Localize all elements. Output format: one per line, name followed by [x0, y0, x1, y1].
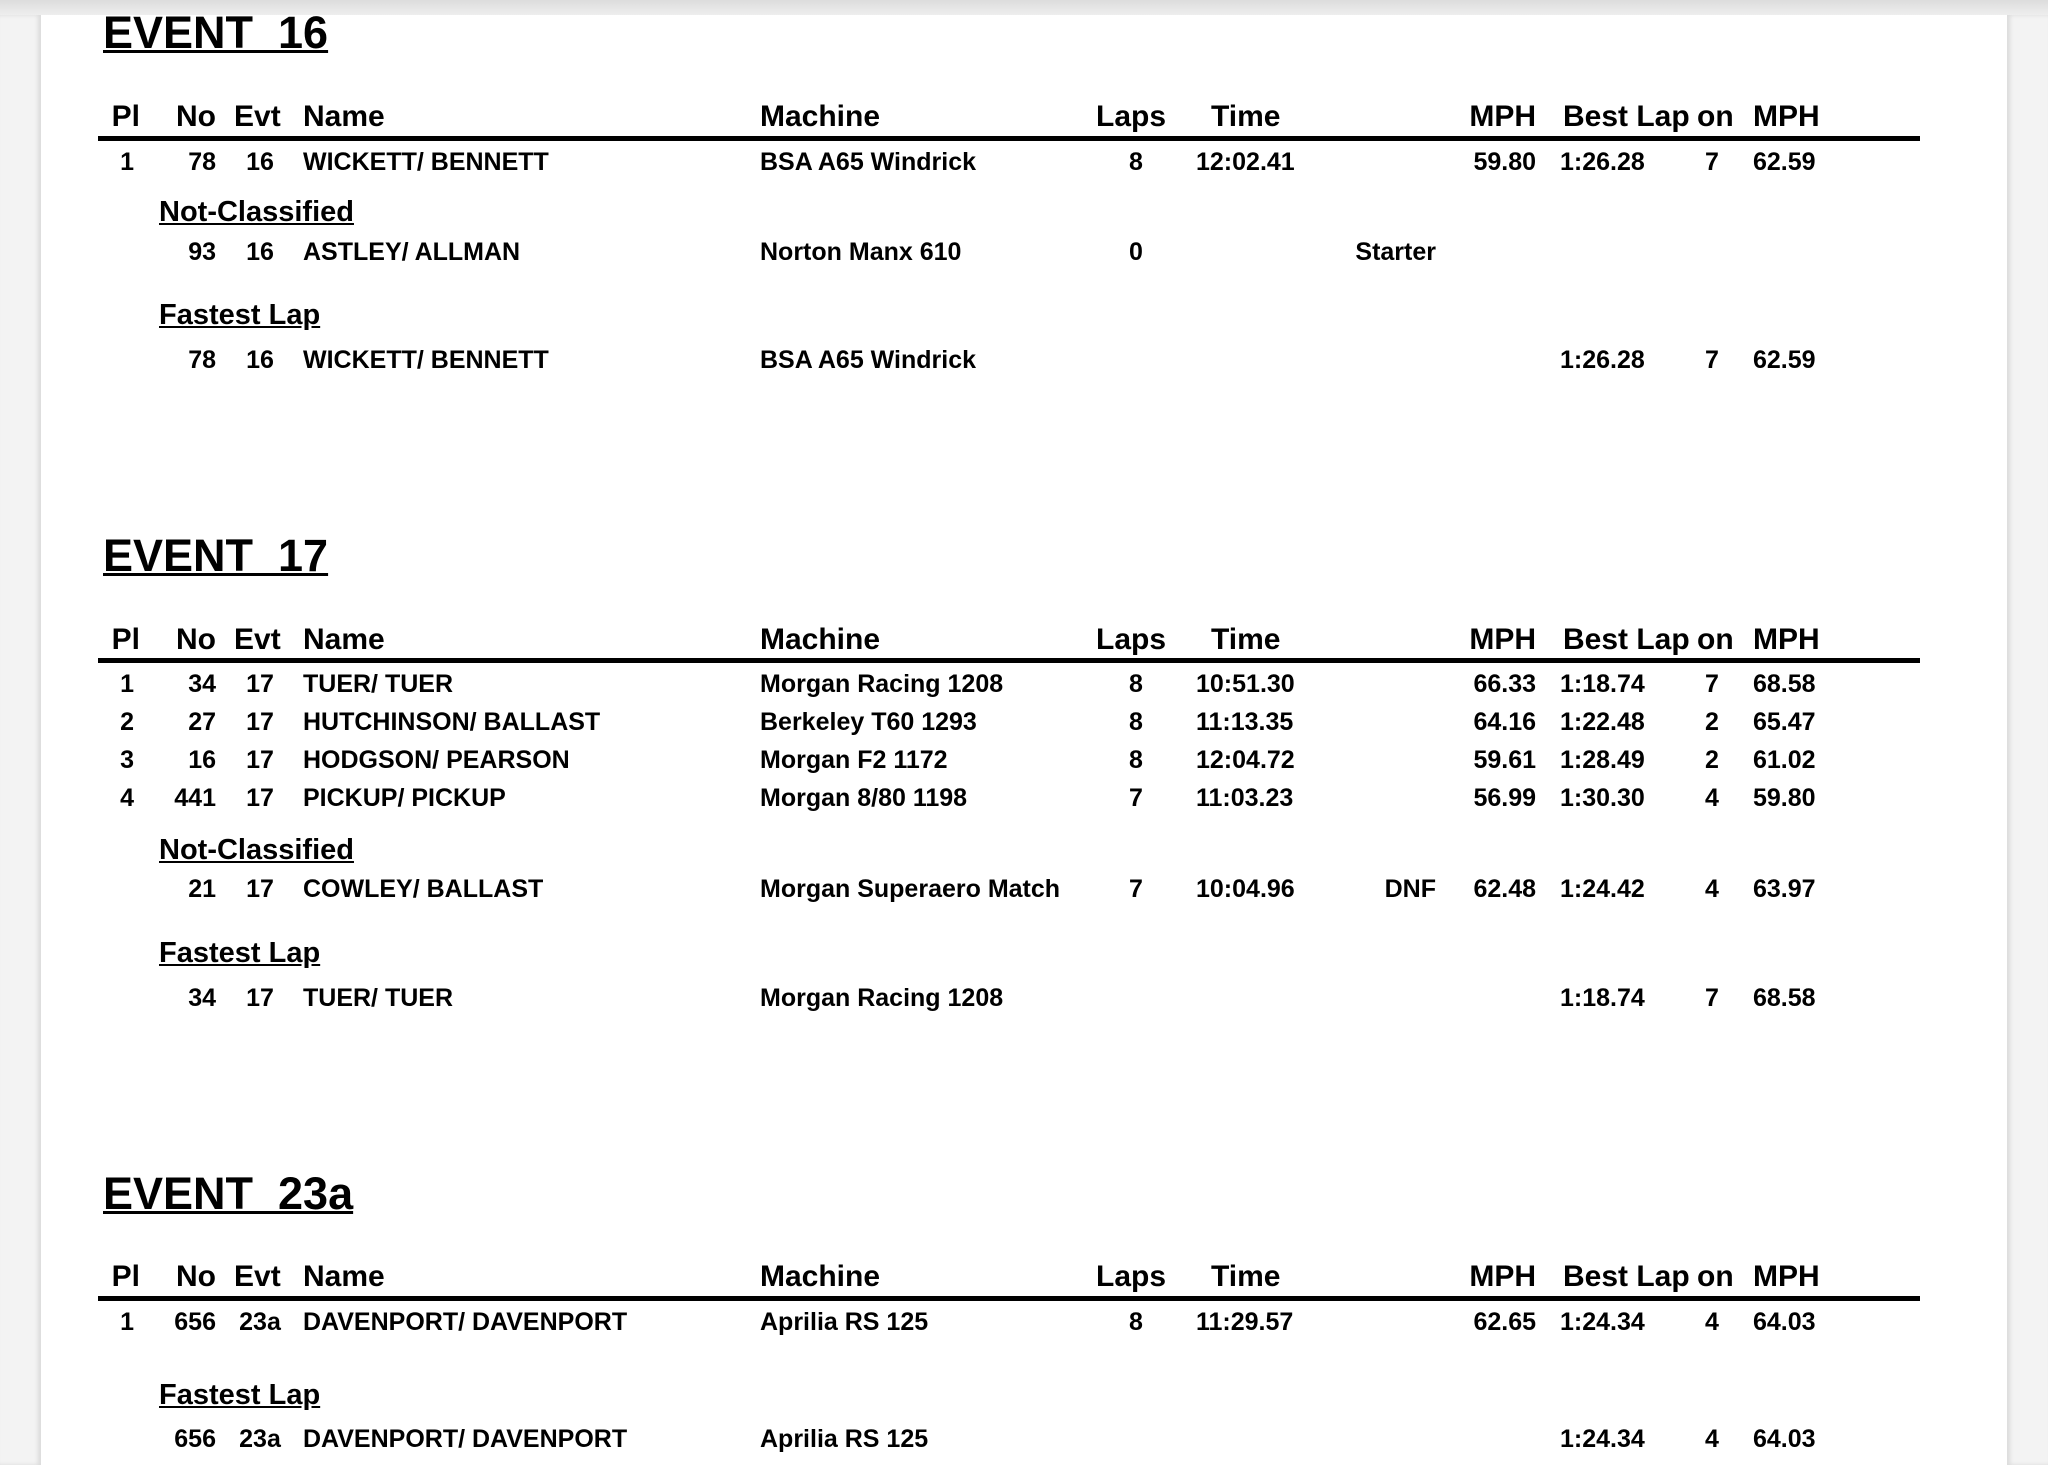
cell-best-lap: 1:22.48 — [1560, 708, 1645, 736]
header-best-mph: MPH — [1753, 623, 1820, 656]
cell-pl: 3 — [120, 746, 134, 774]
cell-mph: 66.33 — [1473, 670, 1536, 698]
cell-no: 16 — [188, 746, 216, 774]
cell-best-mph: 61.02 — [1753, 746, 1816, 774]
cell-name: TUER/ TUER — [303, 670, 453, 698]
cell-evt: 17 — [246, 984, 274, 1012]
header-name: Name — [303, 100, 385, 133]
cell-mph: 59.61 — [1473, 746, 1536, 774]
header-pl: Pl — [111, 1260, 140, 1293]
cell-laps: 8 — [1129, 708, 1143, 736]
cell-no: 441 — [174, 784, 216, 812]
cell-machine: Morgan F2 1172 — [760, 746, 948, 774]
cell-evt: 17 — [246, 875, 274, 903]
result-row — [0, 740, 2048, 780]
cell-on: 7 — [1705, 984, 1719, 1012]
cell-name: DAVENPORT/ DAVENPORT — [303, 1308, 628, 1336]
cell-best-mph: 65.47 — [1753, 708, 1816, 736]
fastest-lap-label: Fastest Lap — [159, 299, 321, 331]
cell-best-lap: 1:30.30 — [1560, 784, 1645, 812]
cell-pl: 1 — [120, 148, 134, 176]
header-machine: Machine — [760, 623, 881, 656]
cell-machine: Morgan Superaero Match — [760, 875, 1061, 903]
header-mph: MPH — [1469, 623, 1536, 656]
cell-evt: 17 — [246, 746, 274, 774]
cell-machine: Berkeley T60 1293 — [760, 708, 977, 736]
header-no: No — [176, 623, 216, 656]
cell-mph: 56.99 — [1473, 784, 1536, 812]
results-header-row — [0, 97, 2048, 137]
cell-best-lap: 1:24.34 — [1560, 1308, 1645, 1336]
header-best-mph: MPH — [1753, 100, 1820, 133]
cell-no: 78 — [188, 346, 216, 374]
event-title: EVENT 23a — [103, 1168, 354, 1219]
cell-best-mph: 62.59 — [1753, 346, 1816, 374]
cell-mph: 64.16 — [1473, 708, 1536, 736]
cell-machine: Aprilia RS 125 — [760, 1425, 929, 1453]
cell-laps: 0 — [1129, 238, 1143, 266]
cell-mph: 62.48 — [1473, 875, 1536, 903]
cell-no: 78 — [188, 148, 216, 176]
header-time: Time — [1211, 623, 1281, 656]
cell-machine: Aprilia RS 125 — [760, 1308, 929, 1336]
cell-machine: BSA A65 Windrick — [760, 346, 977, 374]
cell-name: HODGSON/ PEARSON — [303, 746, 570, 774]
header-best-lap: Best Lap — [1563, 1260, 1690, 1293]
cell-best-lap: 1:18.74 — [1560, 984, 1645, 1012]
not-classified-label: Not-Classified — [159, 834, 354, 866]
not-classified-label: Not-Classified — [159, 196, 354, 228]
header-time: Time — [1211, 100, 1281, 133]
header-mph: MPH — [1469, 1260, 1536, 1293]
cell-evt: 16 — [246, 346, 274, 374]
cell-pl: 2 — [120, 708, 134, 736]
event-title: EVENT 16 — [103, 7, 329, 58]
cell-machine: BSA A65 Windrick — [760, 148, 977, 176]
cell-on: 7 — [1705, 148, 1719, 176]
result-row — [0, 778, 2048, 818]
cell-no: 21 — [188, 875, 216, 903]
header-machine: Machine — [760, 1260, 881, 1293]
cell-time: 12:02.41 — [1196, 148, 1295, 176]
cell-on: 4 — [1705, 1425, 1719, 1453]
cell-machine: Morgan Racing 1208 — [760, 670, 1004, 698]
header-evt: Evt — [234, 100, 281, 133]
cell-machine: Morgan 8/80 1198 — [760, 784, 968, 812]
header-rule — [98, 1296, 1920, 1301]
header-laps: Laps — [1096, 1260, 1167, 1293]
cell-no: 93 — [188, 238, 216, 266]
cell-name: WICKETT/ BENNETT — [303, 148, 549, 176]
cell-no: 34 — [188, 670, 216, 698]
fastest-lap-row — [0, 1419, 2048, 1459]
header-pl: Pl — [111, 623, 140, 656]
header-on: on — [1697, 1260, 1734, 1293]
cell-laps: 8 — [1129, 670, 1143, 698]
cell-time: 11:13.35 — [1196, 708, 1294, 736]
cell-no: 656 — [174, 1308, 216, 1336]
cell-pl: 1 — [120, 670, 134, 698]
result-row — [0, 142, 2048, 182]
cell-status: Starter — [1355, 238, 1436, 266]
cell-evt: 17 — [246, 708, 274, 736]
event-title: EVENT 17 — [103, 530, 329, 581]
header-time: Time — [1211, 1260, 1281, 1293]
header-best-mph: MPH — [1753, 1260, 1820, 1293]
fastest-lap-row — [0, 978, 2048, 1018]
header-evt: Evt — [234, 1260, 281, 1293]
cell-best-mph: 59.80 — [1753, 784, 1816, 812]
cell-evt: 16 — [246, 238, 274, 266]
cell-on: 4 — [1705, 784, 1719, 812]
cell-mph: 62.65 — [1473, 1308, 1536, 1336]
cell-on: 4 — [1705, 875, 1719, 903]
cell-best-lap: 1:24.34 — [1560, 1425, 1645, 1453]
cell-laps: 7 — [1129, 875, 1143, 903]
header-machine: Machine — [760, 100, 881, 133]
cell-name: TUER/ TUER — [303, 984, 453, 1012]
results-header-row — [0, 620, 2048, 660]
cell-on: 2 — [1705, 708, 1719, 736]
header-laps: Laps — [1096, 100, 1167, 133]
cell-on: 2 — [1705, 746, 1719, 774]
fastest-lap-row — [0, 340, 2048, 380]
cell-name: DAVENPORT/ DAVENPORT — [303, 1425, 628, 1453]
cell-laps: 8 — [1129, 1308, 1143, 1336]
cell-pl: 4 — [120, 784, 134, 812]
header-mph: MPH — [1469, 100, 1536, 133]
not-classified-row — [0, 232, 2048, 272]
cell-name: HUTCHINSON/ BALLAST — [303, 708, 601, 736]
cell-evt: 17 — [246, 784, 274, 812]
cell-evt: 23a — [239, 1425, 281, 1453]
header-best-lap: Best Lap — [1563, 100, 1690, 133]
header-no: No — [176, 1260, 216, 1293]
cell-evt: 23a — [239, 1308, 281, 1336]
cell-best-mph: 68.58 — [1753, 670, 1816, 698]
cell-time: 12:04.72 — [1196, 746, 1295, 774]
cell-time: 10:04.96 — [1196, 875, 1295, 903]
cell-name: COWLEY/ BALLAST — [303, 875, 544, 903]
cell-best-mph: 62.59 — [1753, 148, 1816, 176]
header-no: No — [176, 100, 216, 133]
cell-best-lap: 1:26.28 — [1560, 346, 1645, 374]
cell-no: 27 — [188, 708, 216, 736]
cell-no: 34 — [188, 984, 216, 1012]
cell-on: 4 — [1705, 1308, 1719, 1336]
result-row — [0, 702, 2048, 742]
fastest-lap-label: Fastest Lap — [159, 1379, 321, 1411]
cell-on: 7 — [1705, 346, 1719, 374]
results-header-row — [0, 1257, 2048, 1297]
header-rule — [98, 136, 1920, 141]
header-best-lap: Best Lap — [1563, 623, 1690, 656]
cell-best-mph: 63.97 — [1753, 875, 1816, 903]
cell-time: 11:29.57 — [1196, 1308, 1294, 1336]
header-on: on — [1697, 100, 1734, 133]
cell-name: PICKUP/ PICKUP — [303, 784, 506, 812]
header-evt: Evt — [234, 623, 281, 656]
cell-time: 11:03.23 — [1196, 784, 1294, 812]
cell-laps: 8 — [1129, 148, 1143, 176]
cell-best-lap: 1:24.42 — [1560, 875, 1645, 903]
header-name: Name — [303, 1260, 385, 1293]
cell-best-mph: 64.03 — [1753, 1425, 1816, 1453]
header-name: Name — [303, 623, 385, 656]
cell-best-lap: 1:18.74 — [1560, 670, 1645, 698]
cell-on: 7 — [1705, 670, 1719, 698]
cell-name: ASTLEY/ ALLMAN — [303, 238, 521, 266]
header-rule — [98, 658, 1920, 663]
cell-machine: Norton Manx 610 — [760, 238, 962, 266]
cell-laps: 7 — [1129, 784, 1143, 812]
cell-time: 10:51.30 — [1196, 670, 1295, 698]
result-row — [0, 1302, 2048, 1342]
cell-best-lap: 1:26.28 — [1560, 148, 1645, 176]
header-on: on — [1697, 623, 1734, 656]
cell-pl: 1 — [120, 1308, 134, 1336]
result-row — [0, 664, 2048, 704]
cell-no: 656 — [174, 1425, 216, 1453]
cell-best-mph: 64.03 — [1753, 1308, 1816, 1336]
cell-mph: 59.80 — [1473, 148, 1536, 176]
header-laps: Laps — [1096, 623, 1167, 656]
header-pl: Pl — [111, 100, 140, 133]
cell-best-mph: 68.58 — [1753, 984, 1816, 1012]
fastest-lap-label: Fastest Lap — [159, 937, 321, 969]
cell-laps: 8 — [1129, 746, 1143, 774]
cell-status: DNF — [1384, 875, 1436, 903]
cell-evt: 17 — [246, 670, 274, 698]
cell-machine: Morgan Racing 1208 — [760, 984, 1004, 1012]
cell-name: WICKETT/ BENNETT — [303, 346, 549, 374]
not-classified-row — [0, 869, 2048, 909]
cell-evt: 16 — [246, 148, 274, 176]
cell-best-lap: 1:28.49 — [1560, 746, 1645, 774]
